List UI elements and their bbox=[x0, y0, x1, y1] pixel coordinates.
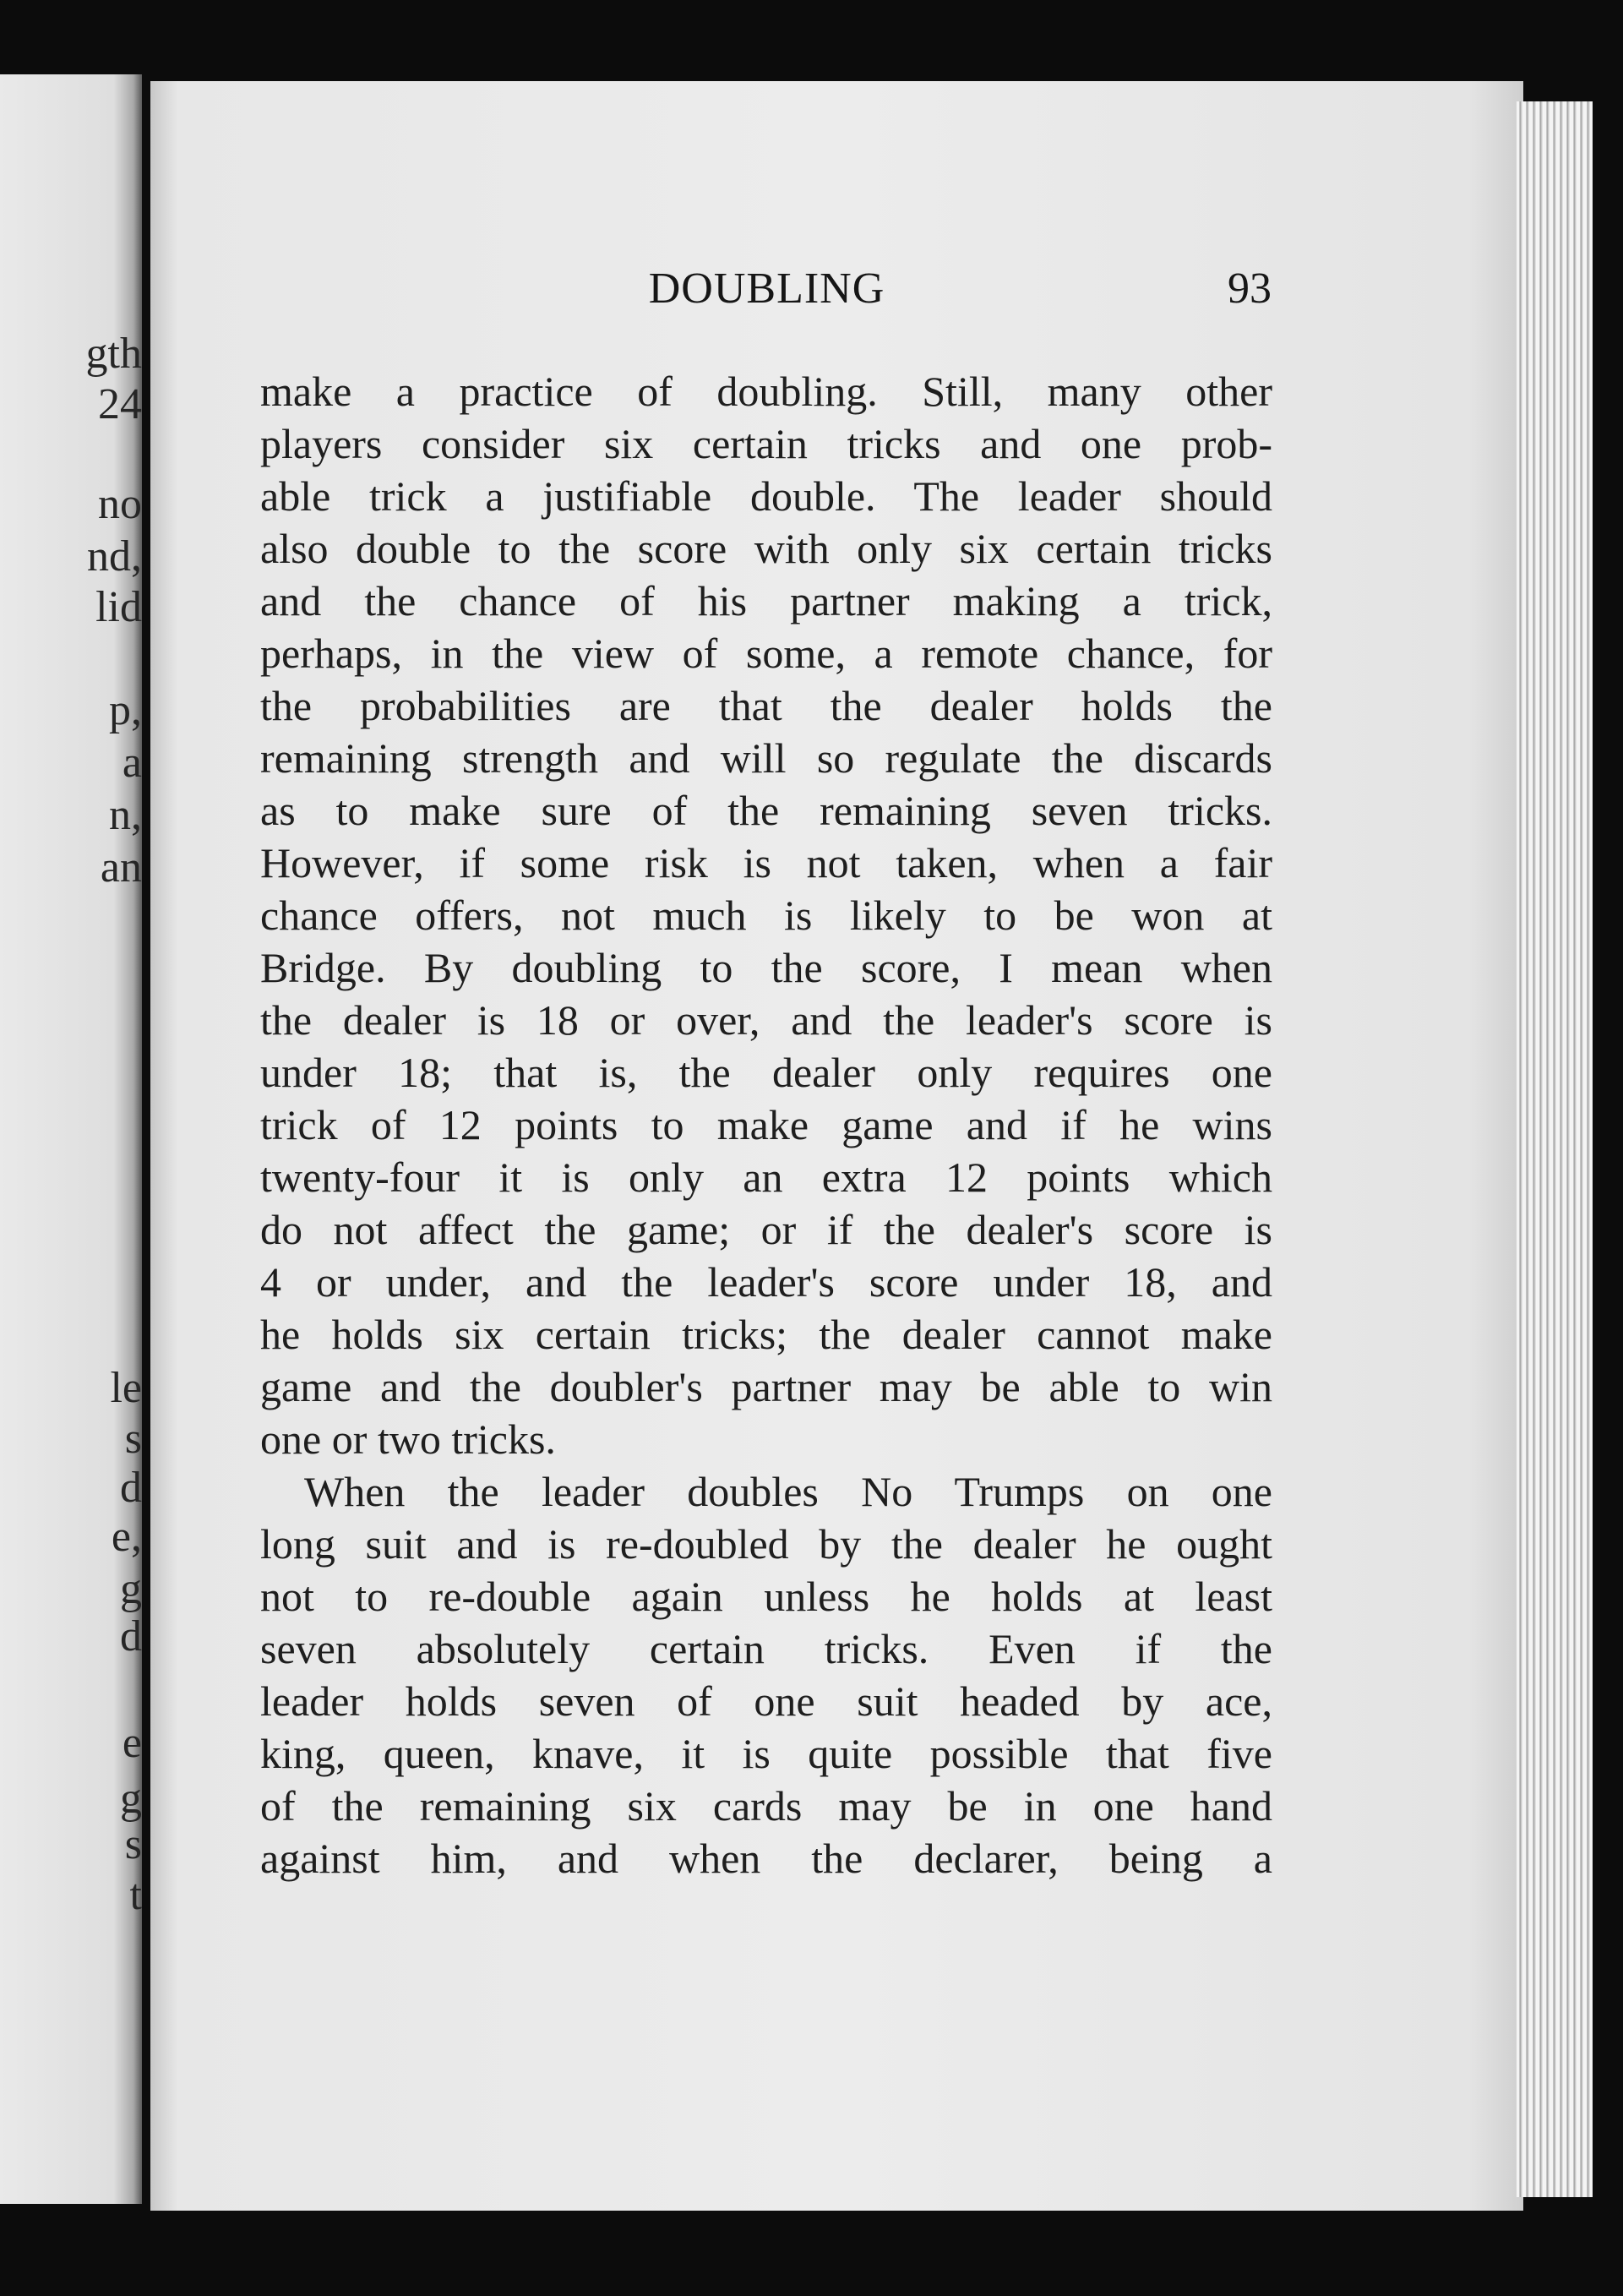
left-page-fragment: s bbox=[124, 1820, 142, 1868]
left-page-fragment: 24 bbox=[98, 380, 142, 428]
text-line: under 18; that is, the dealer only requires one bbox=[260, 1049, 1272, 1096]
left-page-fragment: gth bbox=[85, 330, 142, 378]
paragraph bbox=[260, 365, 1272, 1465]
text-line: the probabilities are that the dealer holds the bbox=[260, 682, 1272, 729]
left-page-fragment: n, bbox=[109, 791, 142, 839]
text-line: When the leader doubles No Trumps on one bbox=[304, 1468, 1272, 1515]
left-page-fragment: lid bbox=[95, 583, 142, 631]
left-page-fragment: t bbox=[129, 1871, 142, 1919]
text-line: make a practice of doubling. Still, many other bbox=[260, 368, 1272, 415]
text-line: do not affect the game; or if the dealer's score is bbox=[260, 1206, 1272, 1253]
text-line: remaining strength and will so regulate the discards bbox=[260, 734, 1272, 782]
text-line: not to re-double again unless he holds at least bbox=[260, 1573, 1272, 1620]
left-page-fragment: a bbox=[122, 739, 142, 787]
left-page-fragment: g bbox=[120, 1775, 142, 1823]
text-line: one or two tricks. bbox=[260, 1415, 556, 1463]
left-page-fragment: d bbox=[120, 1612, 142, 1661]
text-line: and the chance of his partner making a trick, bbox=[260, 577, 1272, 624]
left-page-fragment: le bbox=[110, 1364, 142, 1412]
running-head: DOUBLING bbox=[648, 265, 885, 313]
text-line: as to make sure of the remaining seven tricks. bbox=[260, 787, 1272, 834]
text-line: also double to the score with only six certain tricks bbox=[260, 525, 1272, 572]
text-line: However, if some risk is not taken, when a fair bbox=[260, 839, 1272, 886]
left-page-fragment: e, bbox=[111, 1513, 142, 1561]
body-text bbox=[260, 365, 1272, 1884]
text-line: against him, and when the declarer, being a bbox=[260, 1835, 1272, 1882]
text-line: 4 or under, and the leader's score under 18, and bbox=[260, 1258, 1272, 1306]
paragraph bbox=[260, 1465, 1272, 1884]
text-line: able trick a justifiable double. The leader should bbox=[260, 472, 1272, 520]
left-page-fragment: an bbox=[100, 843, 142, 892]
text-line: leader holds seven of one suit headed by ace, bbox=[260, 1677, 1272, 1725]
page-edges bbox=[1517, 101, 1593, 2197]
left-page-fragment: d bbox=[120, 1464, 142, 1512]
text-line: trick of 12 points to make game and if he wins bbox=[260, 1101, 1272, 1148]
text-line: long suit and is re-doubled by the dealer he ought bbox=[260, 1520, 1272, 1568]
text-line: perhaps, in the view of some, a remote chance, for bbox=[260, 630, 1272, 677]
page-number: 93 bbox=[1228, 265, 1272, 313]
left-page-fragment: e bbox=[122, 1719, 142, 1767]
text-line: the dealer is 18 or over, and the leader's score is bbox=[260, 996, 1272, 1044]
text-line: Bridge. By doubling to the score, I mean when bbox=[260, 944, 1272, 991]
text-line: twenty-four it is only an extra 12 points which bbox=[260, 1153, 1272, 1201]
left-page-fragment: g bbox=[120, 1565, 142, 1613]
left-page-fragment: nd, bbox=[87, 532, 142, 581]
text-line: game and the doubler's partner may be able to win bbox=[260, 1363, 1272, 1410]
text-line: he holds six certain tricks; the dealer cannot make bbox=[260, 1311, 1272, 1358]
left-page-fragment: s bbox=[124, 1415, 142, 1463]
text-line: seven absolutely certain tricks. Even if the bbox=[260, 1625, 1272, 1672]
text-line: king, queen, knave, it is quite possible that five bbox=[260, 1730, 1272, 1777]
text-line: chance offers, not much is likely to be won at bbox=[260, 892, 1272, 939]
left-page-fragment: p, bbox=[109, 686, 142, 734]
page-header bbox=[262, 264, 1272, 323]
facing-page-left bbox=[0, 74, 142, 2204]
text-line: of the remaining six cards may be in one hand bbox=[260, 1782, 1272, 1830]
left-page-fragment: no bbox=[98, 480, 142, 528]
text-line: players consider six certain tricks and one prob- bbox=[260, 420, 1272, 467]
